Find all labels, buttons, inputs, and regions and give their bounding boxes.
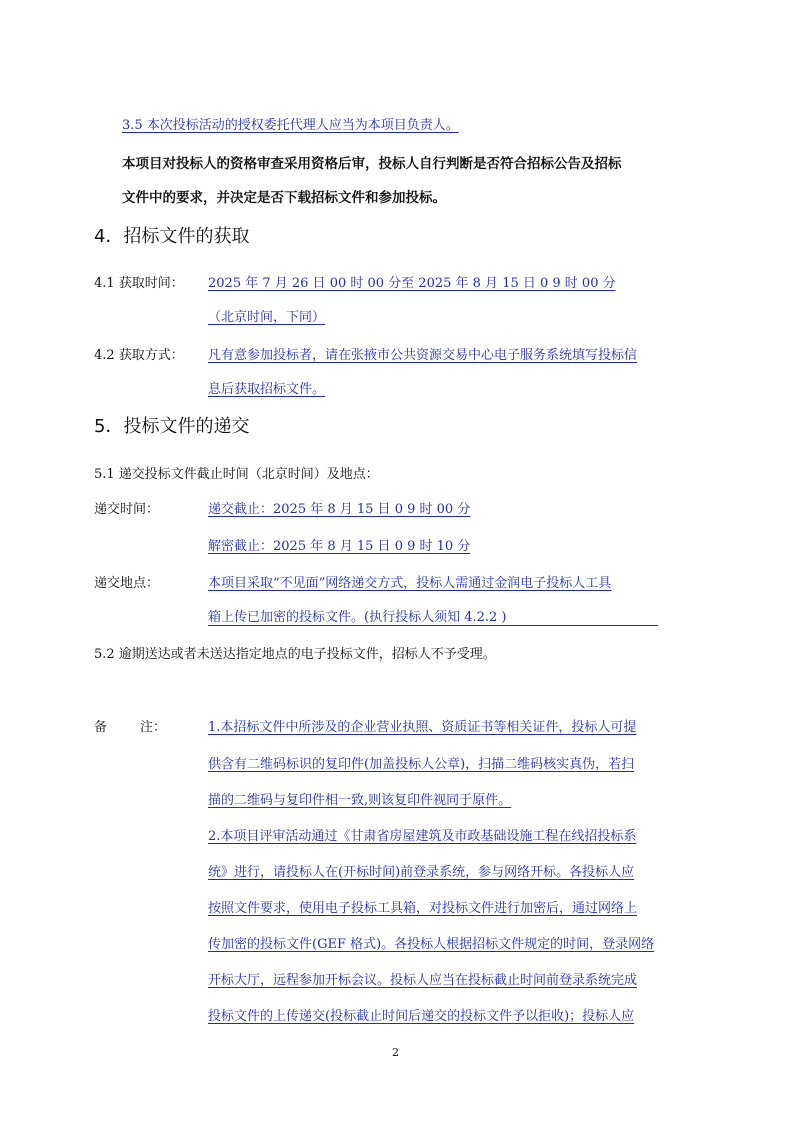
obtain-method-label: 4.2 获取方式：: [94, 348, 184, 363]
page-number: 2: [392, 1046, 399, 1059]
remark-2-line-1: 2.本项目评审活动通过《甘肃省房屋建筑及市政基础设施工程在线招投标系: [208, 829, 637, 844]
obtain-method-line-1: 凡有意参加投标者，请在张掖市公共资源交易中心电子服务系统填写投标信: [208, 348, 638, 363]
obtain-method-line-2: 息后获取招标文件。: [208, 382, 326, 397]
obtain-time-value: 2025 年 7 月 26 日 00 时 00 分至 2025 年 8 月 15 日 0 9 时 00 分: [208, 276, 616, 291]
section-5-1: 5.1 递交投标文件截止时间（北京时间）及地点：: [94, 467, 379, 482]
submit-place-line-2: 箱上传已加密的投标文件。(执行投标人须知 4.2.2 ): [208, 606, 658, 626]
remark-2-line-6: 投标文件的上传递交(投标截止时间后递交的投标文件予以拒收)；投标人应: [208, 1009, 635, 1024]
qualification-review-line-1: 本项目对投标人的资格审查采用资格后审，投标人自行判断是否符合招标公告及招标: [122, 156, 622, 172]
remark-1-line-3: 描的二维码与复印件相一致,则该复印件视同于原件。: [208, 793, 512, 808]
qualification-review-line-2: 文件中的要求，并决定是否下载招标文件和参加投标。: [122, 190, 446, 206]
submit-time-label: 递交时间：: [94, 502, 160, 517]
submit-place-line-1: 本项目采取“不见面”网络递交方式，投标人需通过金润电子投标人工具: [208, 576, 612, 591]
submit-place-label: 递交地点：: [94, 576, 160, 591]
remark-2-line-3: 按照文件要求，使用电子投标工具箱，对投标文件进行加密后，通过网络上: [208, 901, 638, 916]
remark-1-line-1: 1.本招标文件中所涉及的企业营业执照、资质证书等相关证件，投标人可提: [208, 720, 637, 735]
remark-2-line-4: 传加密的投标文件(GEF 格式)。各投标人根据招标文件规定的时间，登录网络: [208, 937, 655, 952]
section-5-2: 5.2 逾期送达或者未送达指定地点的电子投标文件，招标人不予受理。: [94, 647, 496, 662]
obtain-time-label: 4.1 获取时间：: [94, 276, 184, 291]
section-3-5: 3.5 本次投标活动的授权委托代理人应当为本项目负责人。: [122, 118, 459, 133]
decrypt-deadline: 解密截止：2025 年 8 月 15 日 0 9 时 10 分: [208, 539, 471, 554]
remark-2-line-2: 统》进行，请投标人在(开标时间)前登录系统，参与网络开标。各投标人应: [208, 865, 635, 880]
remark-2-line-5: 开标大厅，远程参加开标会议。投标人应当在投标截止时间前登录系统完成: [208, 973, 638, 988]
heading-section-4: 4．招标文件的获取: [94, 226, 250, 247]
submit-deadline: 递交截止：2025 年 8 月 15 日 0 9 时 00 分: [208, 502, 471, 517]
remark-label: 备 注：: [94, 720, 167, 735]
obtain-time-note: （北京时间，下同）: [208, 310, 326, 325]
remark-1-line-2: 供含有二维码标识的复印件(加盖投标人公章)，扫描二维码核实真伪，若扫: [208, 757, 635, 772]
heading-section-5: 5．投标文件的递交: [94, 416, 250, 437]
